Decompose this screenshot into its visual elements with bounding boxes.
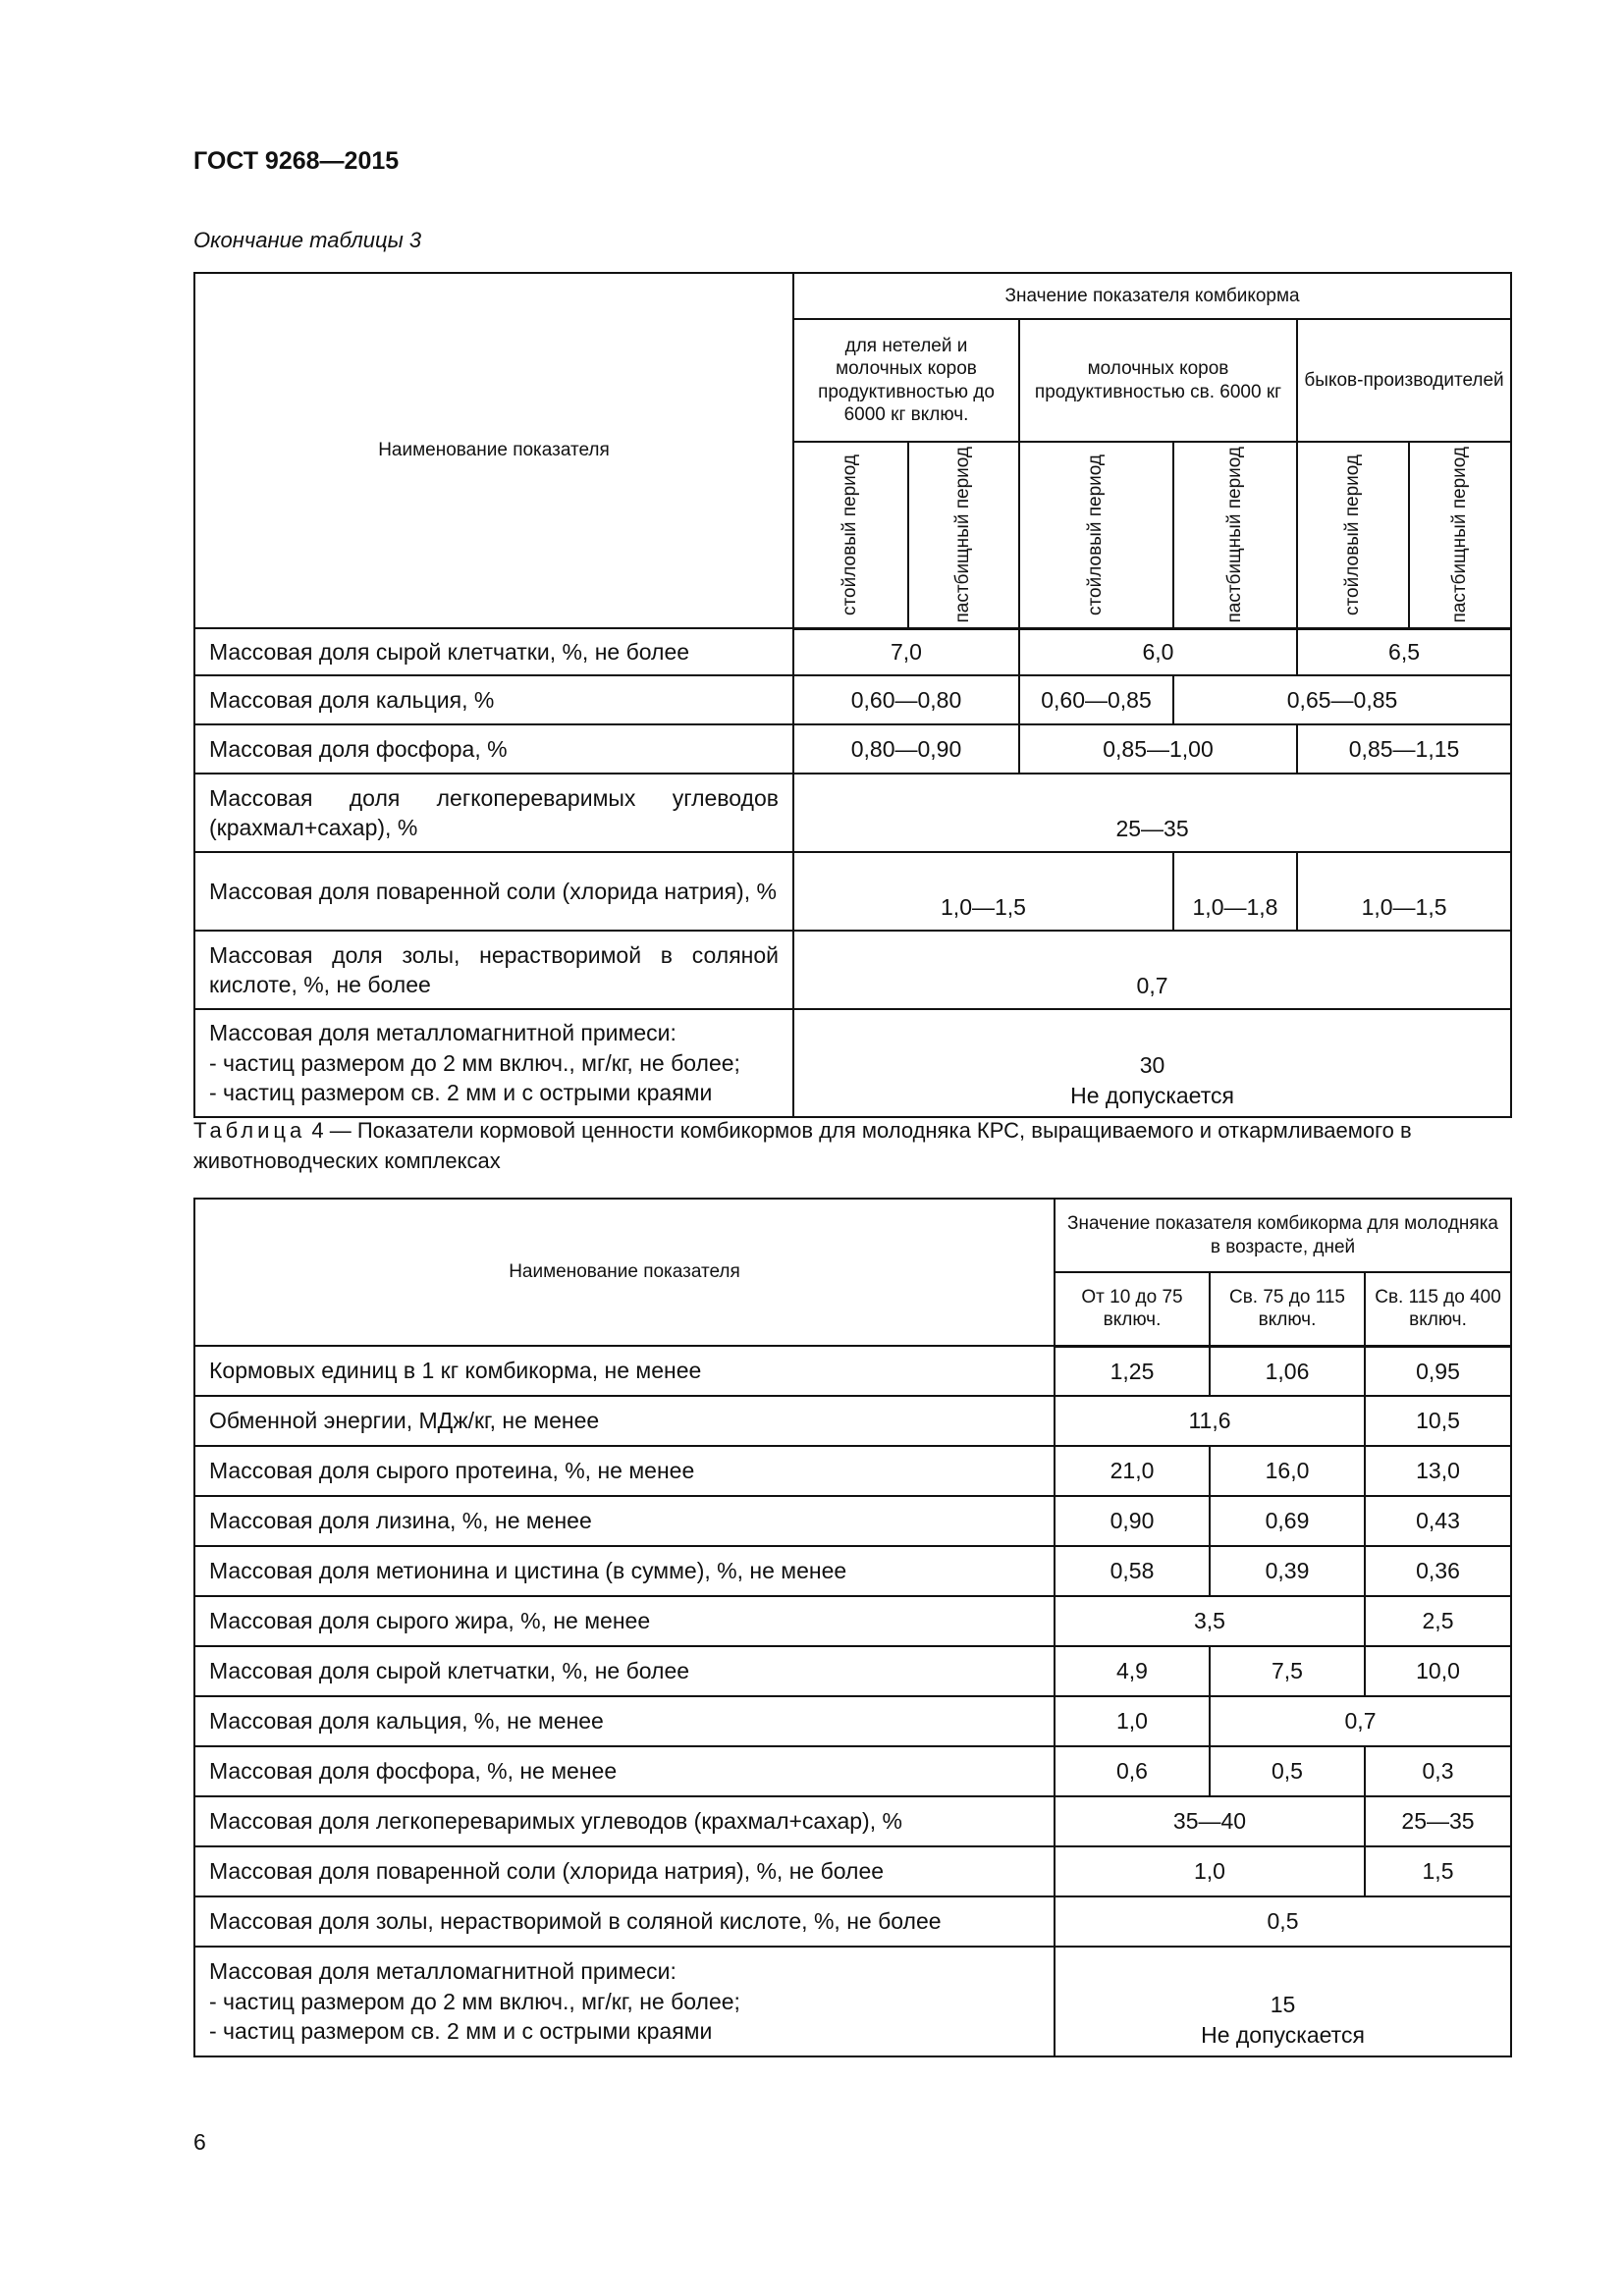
table3-header-group-bulls: быков-производителей [1297, 319, 1511, 442]
cell-value: 0,58 [1055, 1546, 1210, 1596]
cell-value: 0,43 [1365, 1496, 1511, 1546]
table-row [194, 1009, 1511, 1117]
table-row [194, 1846, 1511, 1896]
cell-value: 25—35 [1365, 1796, 1511, 1846]
table4-header-value-group: Значение показателя комбикорма для молодняка в возрасте, дней [1055, 1199, 1511, 1272]
cell-value-line: Не допускается [1201, 2021, 1365, 2048]
cell-value: 21,0 [1055, 1446, 1210, 1496]
cell-value: 1,0—1,5 [793, 852, 1173, 931]
table3-period-6: пастбищный период [1448, 447, 1470, 623]
cell-value: 2,5 [1365, 1596, 1511, 1646]
cell-value: 10,5 [1365, 1396, 1511, 1446]
cell-value-line: Не допускается [1070, 1082, 1234, 1108]
cell-value: 0,36 [1365, 1546, 1511, 1596]
table3-header-name: Наименование показателя [194, 273, 793, 628]
cell-value: 0,5 [1055, 1896, 1511, 1947]
table4-caption-text: 4 — Показатели кормовой ценности комбикормов для молодняка КРС, выращиваемого и откармливаемого в животноводческих комплексах [193, 1118, 1412, 1173]
table-row [194, 1346, 1511, 1396]
row-label: Массовая доля сырого жира, %, не менее [194, 1596, 1055, 1646]
table4-header-name: Наименование показателя [194, 1199, 1055, 1346]
row-label: Массовая доля сырой клетчатки, %, не более [194, 1646, 1055, 1696]
document-title: ГОСТ 9268—2015 [193, 147, 400, 175]
table3-period-1: стойловый период [839, 454, 861, 615]
cell-value: 0,7 [1210, 1696, 1511, 1746]
table4-header-age-2: Св. 75 до 115 включ. [1210, 1272, 1365, 1346]
table-row [194, 1746, 1511, 1796]
row-label-line: Массовая доля металломагнитной примеси: [209, 1020, 677, 1046]
table4-caption-prefix: Таблица [193, 1118, 306, 1143]
page-number: 6 [193, 2129, 206, 2155]
cell-value: 6,0 [1019, 628, 1297, 675]
cell-value: 0,39 [1210, 1546, 1365, 1596]
table-row [194, 1396, 1511, 1446]
table-row [194, 1947, 1511, 2056]
row-label-line: - частиц размером св. 2 мм и с острыми краями [209, 2018, 713, 2045]
table3-header-group-heifers: для нетелей и молочных коров продуктивностью до 6000 кг включ. [793, 319, 1019, 442]
cell-value: 1,25 [1055, 1346, 1210, 1396]
row-label: Обменной энергии, МДж/кг, не менее [194, 1396, 1055, 1446]
row-label-line: Массовая доля металломагнитной примеси: [209, 1958, 677, 1985]
table-row [194, 1496, 1511, 1546]
table4-caption [193, 1116, 1509, 1177]
row-label: Массовая доля золы, нерастворимой в соляной кислоте, %, не более [194, 1896, 1055, 1947]
table3-header-value-group: Значение показателя комбикорма [793, 273, 1511, 319]
row-label: Массовая доля фосфора, % [194, 724, 793, 774]
cell-value: 0,60—0,80 [793, 675, 1019, 724]
row-label: Массовая доля легкопереваримых углеводов (крахмал+сахар), % [194, 774, 793, 852]
cell-value-multiline [793, 1009, 1511, 1117]
cell-value: 0,80—0,90 [793, 724, 1019, 774]
cell-value: 10,0 [1365, 1646, 1511, 1696]
table-row [194, 1546, 1511, 1596]
row-label-multiline [194, 1947, 1055, 2056]
row-label: Массовая доля кальция, %, не менее [194, 1696, 1055, 1746]
cell-value: 35—40 [1055, 1796, 1365, 1846]
table-3 [193, 272, 1512, 1118]
table-row [194, 774, 1511, 852]
table-row [194, 1596, 1511, 1646]
table-row [194, 1696, 1511, 1746]
cell-value: 0,60—0,85 [1019, 675, 1173, 724]
table3-period-4: пастбищный период [1223, 447, 1245, 623]
cell-value: 1,06 [1210, 1346, 1365, 1396]
row-label: Кормовых единиц в 1 кг комбикорма, не менее [194, 1346, 1055, 1396]
row-label: Массовая доля метионина и цистина (в сумме), %, не менее [194, 1546, 1055, 1596]
row-label: Массовая доля золы, нерастворимой в соляной кислоте, %, не более [194, 931, 793, 1009]
cell-value: 0,6 [1055, 1746, 1210, 1796]
table-row [194, 1446, 1511, 1496]
cell-value: 1,0—1,5 [1297, 852, 1511, 931]
cell-value: 16,0 [1210, 1446, 1365, 1496]
cell-value: 4,9 [1055, 1646, 1210, 1696]
table3-header-group-dairy-cows: молочных коров продуктивностью св. 6000 кг [1019, 319, 1297, 442]
cell-value: 1,5 [1365, 1846, 1511, 1896]
table-row [194, 931, 1511, 1009]
cell-value: 1,0 [1055, 1696, 1210, 1746]
table4-header-age-1: От 10 до 75 включ. [1055, 1272, 1210, 1346]
row-label: Массовая доля поваренной соли (хлорида натрия), % [194, 852, 793, 931]
cell-value: 25—35 [793, 774, 1511, 852]
row-label: Массовая доля сырой клетчатки, %, не более [194, 628, 793, 675]
row-label: Массовая доля лизина, %, не менее [194, 1496, 1055, 1546]
table3-continuation-caption: Окончание таблицы 3 [193, 228, 422, 252]
cell-value-multiline [1055, 1947, 1511, 2056]
table-row [194, 675, 1511, 724]
row-label: Массовая доля кальция, % [194, 675, 793, 724]
table-4 [193, 1198, 1512, 2057]
table3-period-5: стойловый период [1341, 454, 1363, 615]
cell-value: 0,85—1,15 [1297, 724, 1511, 774]
row-label-line: - частиц размером св. 2 мм и с острыми краями [209, 1080, 713, 1106]
cell-value: 1,0 [1055, 1846, 1365, 1896]
row-label-line: - частиц размером до 2 мм включ., мг/кг, не более; [209, 1049, 740, 1076]
cell-value: 11,6 [1055, 1396, 1365, 1446]
row-label-multiline [194, 1009, 793, 1117]
cell-value-line: 15 [1270, 1992, 1296, 2018]
row-label: Массовая доля фосфора, %, не менее [194, 1746, 1055, 1796]
cell-value: 13,0 [1365, 1446, 1511, 1496]
row-label: Массовая доля сырого протеина, %, не менее [194, 1446, 1055, 1496]
cell-value: 0,5 [1210, 1746, 1365, 1796]
cell-value: 7,0 [793, 628, 1019, 675]
table-row [194, 1646, 1511, 1696]
cell-value: 7,5 [1210, 1646, 1365, 1696]
table-row [194, 852, 1511, 931]
table3-period-2: пастбищный период [952, 447, 974, 623]
cell-value: 3,5 [1055, 1596, 1365, 1646]
row-label: Массовая доля поваренной соли (хлорида натрия), %, не более [194, 1846, 1055, 1896]
cell-value: 1,0—1,8 [1173, 852, 1297, 931]
cell-value: 0,90 [1055, 1496, 1210, 1546]
cell-value: 0,65—0,85 [1173, 675, 1511, 724]
cell-value: 0,69 [1210, 1496, 1365, 1546]
row-label: Массовая доля легкопереваримых углеводов (крахмал+сахар), % [194, 1796, 1055, 1846]
table4-header-age-3: Св. 115 до 400 включ. [1365, 1272, 1511, 1346]
cell-value: 0,95 [1365, 1346, 1511, 1396]
cell-value: 6,5 [1297, 628, 1511, 675]
table-row [194, 1896, 1511, 1947]
cell-value: 0,85—1,00 [1019, 724, 1297, 774]
row-label-line: - частиц размером до 2 мм включ., мг/кг, не более; [209, 1988, 740, 2014]
table3-period-3: стойловый период [1085, 454, 1107, 615]
cell-value: 0,3 [1365, 1746, 1511, 1796]
table-row [194, 628, 1511, 675]
table-row [194, 724, 1511, 774]
cell-value-line: 30 [1139, 1052, 1165, 1079]
table-row [194, 1796, 1511, 1846]
cell-value: 0,7 [793, 931, 1511, 1009]
